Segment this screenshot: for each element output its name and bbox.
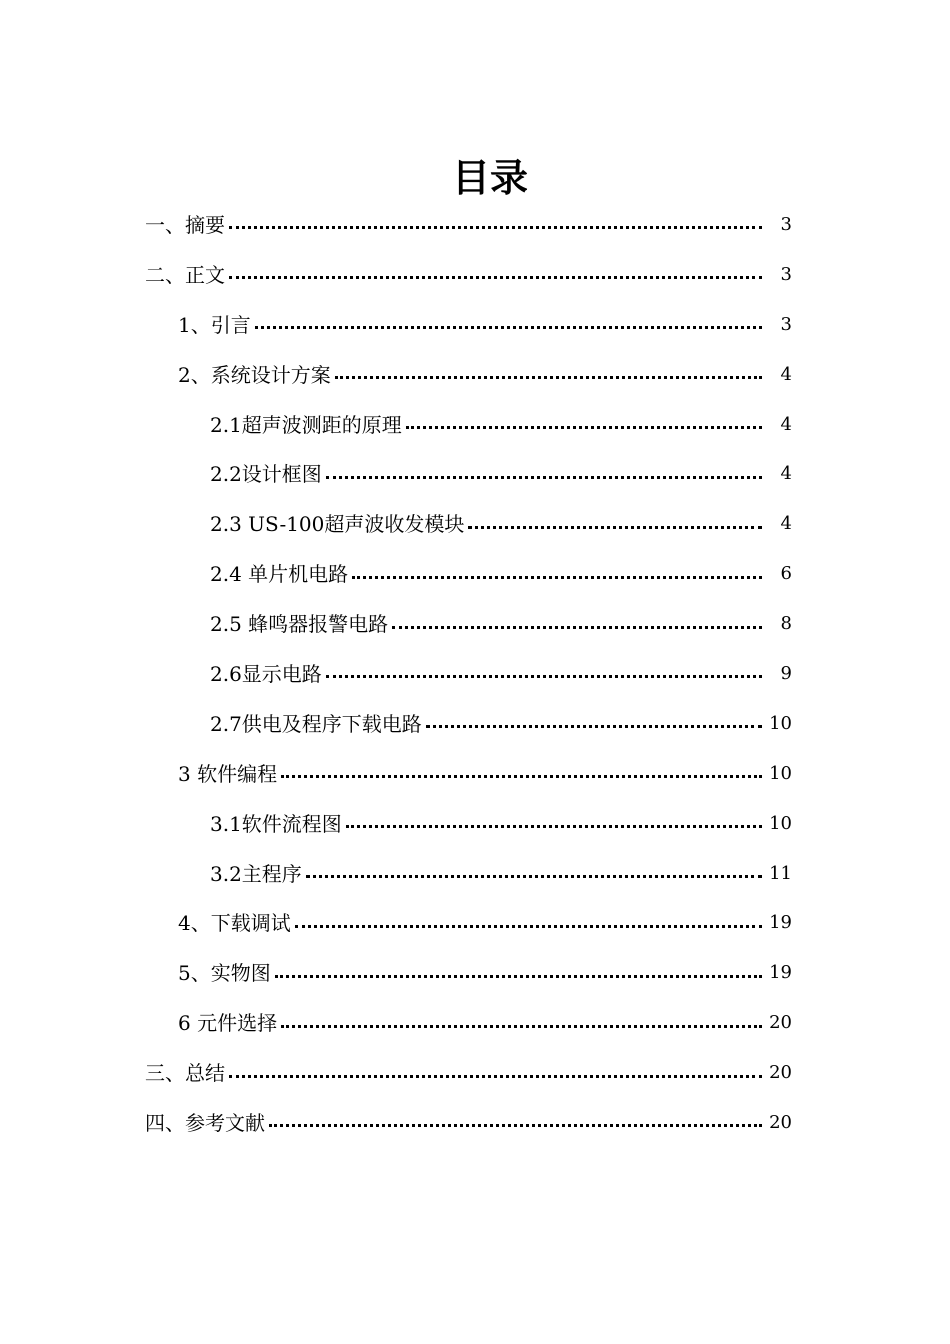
- toc-entry-page-number: 11: [769, 862, 792, 884]
- toc-dot-leader: [229, 1075, 762, 1078]
- toc-entry-page-number: 10: [769, 762, 792, 784]
- toc-entry[interactable]: [0, 948, 950, 998]
- toc-dot-leader: [426, 725, 762, 728]
- toc-entry-label: 2.1超声波测距的原理: [210, 412, 402, 437]
- toc-dot-leader: [269, 1124, 762, 1127]
- toc-entry[interactable]: [0, 400, 950, 450]
- toc-entry[interactable]: [0, 549, 950, 599]
- toc-entry-page-number: 20: [769, 1062, 792, 1084]
- toc-entry-label: 3.2主程序: [210, 861, 302, 886]
- toc-entry[interactable]: [0, 1098, 950, 1148]
- toc-entry-label: 四、参考文献: [145, 1110, 265, 1135]
- toc-entry-page-number: 3: [780, 263, 792, 285]
- toc-entry[interactable]: [0, 250, 950, 300]
- toc-entry-page-number: 9: [780, 662, 792, 684]
- toc-entry-label: 2.4 单片机电路: [210, 562, 349, 587]
- toc-entry-label: 一、摘要: [145, 212, 225, 237]
- toc-entry-label: 3.1软件流程图: [210, 811, 342, 836]
- toc-entry-label: 2.2设计框图: [210, 462, 322, 487]
- toc-entry[interactable]: [0, 350, 950, 400]
- toc-entry-page-number: 8: [780, 613, 792, 635]
- toc-entry[interactable]: [0, 649, 950, 699]
- toc-dot-leader: [468, 526, 762, 529]
- toc-entry[interactable]: [0, 898, 950, 948]
- toc-entry[interactable]: [0, 749, 950, 799]
- toc-entry[interactable]: [0, 849, 950, 899]
- toc-dot-leader: [326, 675, 762, 678]
- toc-dot-leader: [352, 576, 762, 579]
- toc-entry-label: 二、正文: [145, 262, 225, 287]
- toc-entry-page-number: 4: [780, 463, 792, 485]
- toc-entry-page-number: 19: [769, 962, 792, 984]
- toc-entry[interactable]: [0, 449, 950, 499]
- toc-entry-label: 1、引言: [178, 312, 251, 337]
- toc-entry-label: 2.7供电及程序下载电路: [210, 711, 422, 736]
- toc-dot-leader: [406, 426, 762, 429]
- toc-dot-leader: [392, 626, 762, 629]
- toc-entry-label: 6 元件选择: [178, 1011, 278, 1036]
- toc-dot-leader: [255, 326, 762, 329]
- toc-dot-leader: [295, 925, 762, 928]
- toc-entry-label: 4、下载调试: [178, 911, 291, 936]
- toc-entry-label: 三、总结: [145, 1061, 225, 1086]
- toc-dot-leader: [275, 975, 762, 978]
- toc-dot-leader: [346, 825, 762, 828]
- toc-dot-leader: [229, 226, 762, 229]
- toc-dot-leader: [306, 875, 762, 878]
- toc-entry-page-number: 19: [769, 912, 792, 934]
- toc-entry-page-number: 10: [769, 812, 792, 834]
- toc-entry[interactable]: [0, 998, 950, 1048]
- toc-entry[interactable]: [0, 799, 950, 849]
- table-of-contents: [0, 200, 950, 1148]
- toc-entry-label: 2.6显示电路: [210, 661, 322, 686]
- toc-entry[interactable]: [0, 499, 950, 549]
- toc-entry-page-number: 4: [780, 413, 792, 435]
- toc-entry-page-number: 20: [769, 1012, 792, 1034]
- toc-dot-leader: [281, 1025, 762, 1028]
- toc-entry[interactable]: [0, 699, 950, 749]
- toc-entry-label: 5、实物图: [178, 961, 271, 986]
- toc-entry-page-number: 4: [780, 363, 792, 385]
- toc-entry[interactable]: [0, 1048, 950, 1098]
- toc-dot-leader: [326, 476, 762, 479]
- toc-entry-page-number: 3: [780, 213, 792, 235]
- toc-entry-page-number: 6: [780, 563, 792, 585]
- toc-entry-label: 2.3 US-100超声波收发模块: [210, 512, 465, 537]
- toc-entry-page-number: 10: [769, 712, 792, 734]
- toc-entry-page-number: 3: [780, 313, 792, 335]
- toc-entry-label: 3 软件编程: [178, 761, 278, 786]
- toc-entry-label: 2、系统设计方案: [178, 362, 331, 387]
- toc-entry-page-number: 20: [769, 1111, 792, 1133]
- toc-entry[interactable]: [0, 300, 950, 350]
- toc-entry-page-number: 4: [780, 513, 792, 535]
- toc-dot-leader: [281, 775, 762, 778]
- toc-dot-leader: [229, 276, 762, 279]
- toc-entry-label: 2.5 蜂鸣器报警电路: [210, 612, 389, 637]
- toc-entry[interactable]: [0, 599, 950, 649]
- page-title: 目录: [451, 156, 528, 200]
- toc-dot-leader: [335, 376, 762, 379]
- toc-entry[interactable]: [0, 200, 950, 250]
